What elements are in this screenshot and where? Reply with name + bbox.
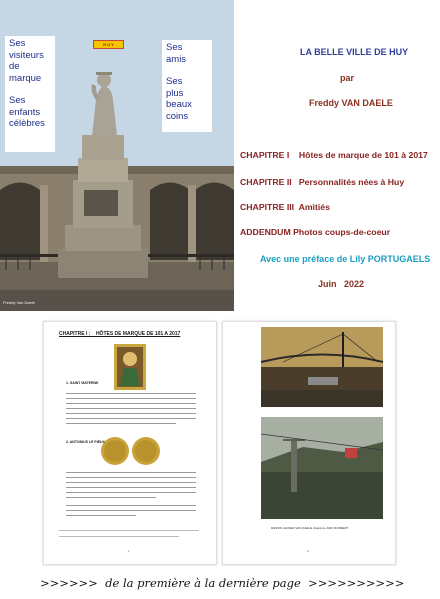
text-line (66, 487, 196, 488)
text-line (66, 423, 176, 424)
text-line (66, 482, 196, 483)
addendum: ADDENDUM Photos coups-de-coeur (240, 227, 391, 237)
text-line (66, 398, 196, 399)
preface-line: Avec une préface de Lily PORTUGAELS (260, 254, 431, 264)
text-line (66, 515, 136, 516)
right-note-line: beaux (166, 99, 192, 110)
text-line (66, 413, 196, 414)
text-line (66, 393, 196, 394)
right-note-line: coins (166, 110, 189, 122)
right-note-line: amis (166, 53, 187, 65)
left-note-line: Ses (9, 38, 26, 49)
left-note-line: visiteurs (9, 49, 44, 61)
photo-credit: Freddy Van Daele (3, 300, 35, 305)
footnote-line (59, 536, 179, 537)
left-page-number: 1 (128, 549, 130, 553)
text-line (66, 505, 196, 506)
publication-date: Juin 2022 (318, 279, 365, 289)
cover-photo (0, 0, 234, 311)
right-note-line: plus (166, 87, 184, 99)
text-line (66, 492, 196, 493)
left-note-line: Ses (9, 95, 26, 106)
text-line (66, 477, 196, 478)
chapter-3: CHAPITRE III Amitiés (240, 202, 330, 212)
text-line (66, 403, 196, 404)
author-name: Freddy VAN DAELE (309, 98, 393, 108)
text-line (66, 497, 156, 498)
right-note-line: Ses (166, 76, 183, 87)
left-note-line: marque (9, 72, 42, 84)
left-note-line: célèbres (9, 118, 45, 129)
spread-right-page (222, 321, 396, 565)
left-note-line: enfants (9, 106, 41, 118)
chapter-1: CHAPITRE I Hôtes de marque de 101 à 2017 (240, 150, 428, 160)
left-note-box (5, 36, 55, 152)
footnote-line (59, 530, 199, 531)
left-section-1: 1. SAINT MATERNE (66, 381, 99, 385)
par-label: par (340, 73, 355, 83)
right-note-line: Ses (166, 42, 183, 53)
right-page-caption: DESSIN ALFRED VAN DAELE d'après le 4DIF ROSBERT (271, 526, 349, 530)
banner-plaque: H U Y (93, 40, 124, 49)
right-page-number: 2 (307, 549, 309, 553)
text-line (66, 418, 196, 419)
right-note-box (162, 40, 212, 132)
text-line (66, 472, 196, 473)
left-note-line: de (9, 61, 20, 72)
chapter-2: CHAPITRE II Personnalités nées à Huy (240, 177, 405, 187)
text-line (66, 408, 196, 409)
text-line (66, 510, 196, 511)
book-title: LA BELLE VILLE DE HUY (300, 47, 409, 57)
spread-left-page (43, 321, 217, 565)
footer-tagline: >>>>>> de la première à la dernière page >>>>>>>>>> (40, 576, 405, 590)
left-page-heading: CHAPITRE I : HÔTES DE MARQUE DE 101 A 2017 (59, 331, 181, 337)
left-section-2: 2. ANTONIUS LE PIEUX (66, 440, 105, 444)
